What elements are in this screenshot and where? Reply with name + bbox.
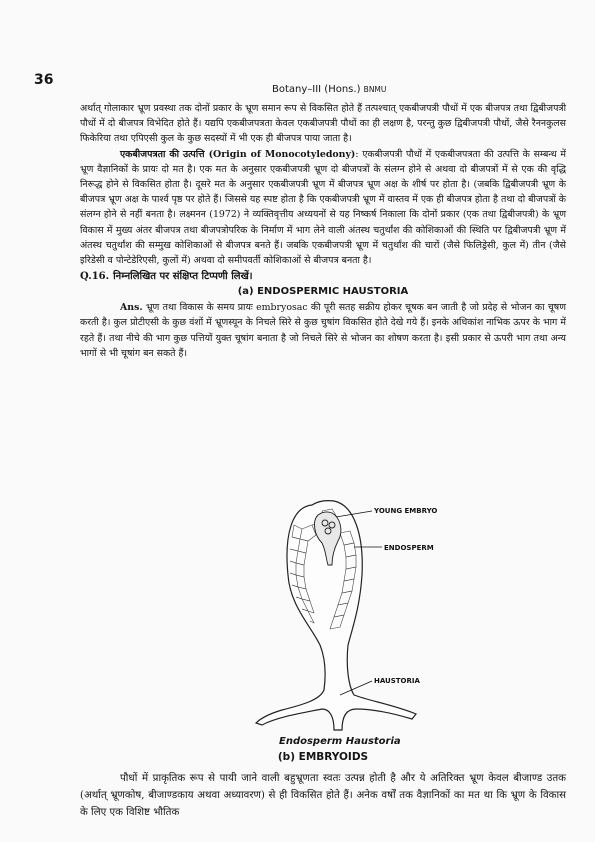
answer-text: भ्रूण तथा विकास के समय प्रायः embryosac की पूरी सतह सक्रीय होकर चूषक बन जाती है जो प्रदेह से भोजन का चूषण करती है। कुल प्रोटीएसी के कुछ वंशों में भ्रूणस्यून के निचले सिरे से कुछ चुषांग विकसित होते देखे गये हैं। इनके अधिकांश नाभिक ऊपर के भाग में रहते हैं। तथा नीचे की भाग कुछ पत्तियों युक्त चूषांग बनाता है जो निचले सिरे से भोजन का शोषण करता है। इसी प्रकार से ऊपरी भाग तथा अन्य भागों से भी चूषांग बन सकते हैं। [80,302,566,359]
paragraph-2 [80,147,566,269]
running-head [272,84,386,95]
answer-label: Ans. [120,302,143,314]
label-endosperm: ENDOSPERM [384,544,434,552]
subheading-b: (b) EMBRYOIDS [277,751,369,763]
embryoids-paragraph: पौधों में प्राकृतिक रूप से पायी जाने वाली बहुभ्रूणता स्वतः उत्पन्न होती है और ये अतिरिक्त भ्रूण केवल बीजाण्ड उतक (अर्थात् भ्रूणकोष, बीजाण्डकाय अथवा अध्यावरण) से ही विकसित होते हैं। अनेक वर्षों तक वैज्ञानिकों का मत था कि भ्रूण के विकास के लिए एक विशिष्ट भौतिक [80,773,566,818]
question-text: निम्नलिखित पर संक्षिप्त टिप्पणी लिखें। [113,271,253,283]
paragraph-2-heading: एकबीजपत्रता की उत्पत्ति (Origin of Monocotyledony) [120,148,356,160]
body-text [80,101,566,361]
paragraph-1: अर्थात् गोलाकार भ्रूण प्रवस्था तक दोनों प्रकार के भ्रूण समान रूप से विकसित होते हैं तत्पश्चात् एकबीजपत्री पौधों में एक बीजपत्र तथा द्विबीजपत्री पौधों में दो बीजपत्र विभेदित होते हैं। यद्यपि एकबीजपत्रता केवल एकबीजपत्री पौधों का ही लक्षण है, परन्तु कुछ द्विबीजपत्री पौधों, जैसे रैननकुलस फिकेरिया तथा एपिएसी कुल के कुछ सदस्यों में भी एक ही बीजपत्र पाया जाता है। [80,103,566,145]
embryoids-section [80,770,566,821]
running-head-title: Botany–III (Hons.) [272,84,361,95]
running-head-suffix: BNMU [363,85,387,94]
figure-caption: Endosperm Haustoria [279,736,401,747]
endosperm-haustoria-figure [222,495,462,735]
paragraph-2-text: : एकबीजपत्री पौधों में एकबीजपत्रता की उत्पत्ति के सम्बन्ध में भ्रूण वैज्ञानिकों के प्रायः दो मत है। एक मत के अनुसार एकबीजपत्री भ्रूण दो बीजपत्रों के संलग्न होने से अथवा दो बीजपत्रों में से एक की वृद्धि निरूद्ध होने से विकसित होता है। दूसरे मत के अनुसार एकबीजपत्री भ्रूण में बीजपत्र भ्रूण अक्ष के शीर्ष पर होता है। (जबकि द्विबीजपत्री भ्रूण के बीजपत्र भ्रूण अक्ष के पार्श्व पृष्ठ पर होते हैं। जिससे यह स्पष्ट होता है कि एकबीजपत्री भ्रूण में वास्तव में एक ही बीजपत्र होता है तथा दो बीजपत्रों के संलग्न होने से नहीं बनता है। लक्ष्मनन (1972) ने व्यक्तिवृत्तीय अध्ययनों से यह निष्कर्ष निकाला कि दोनों प्रकार (एक तथा द्विबीजपत्री) के भ्रूण विकास में मुख्य अंतर बीजपत्र तथा बीजपत्रोपरिक के निर्माण में भाग लेने वाली अंतस्थ चतुर्थांश की कोशिकाओं की स्थिति पर द्विबीजपत्री भ्रूण में अंतस्थ चतुर्थांश की सम्मुख कोशिकाओं से बीजपत्र बनते हैं। जबकि एकबीजपत्री भ्रूण में चतुर्थांश की चारों (जैसे फिलिड्रेसी, कुल में) तीन (जैसे इरिडेसी व पोन्टेडेरिएसी, कुलों में) अथवा दो समीपवर्ती कोशिकाओं से बीजपत्र बनता है। [80,148,566,267]
page-number: 36 [34,72,54,88]
question-16 [80,270,566,284]
question-number: Q.16. [80,271,110,283]
label-haustoria: HAUSTORIA [374,677,420,685]
answer-paragraph [80,300,566,361]
subheading-a: (a) ENDOSPERMIC HAUSTORIA [237,286,409,298]
label-young-embryo: YOUNG EMBRYO [374,507,438,515]
